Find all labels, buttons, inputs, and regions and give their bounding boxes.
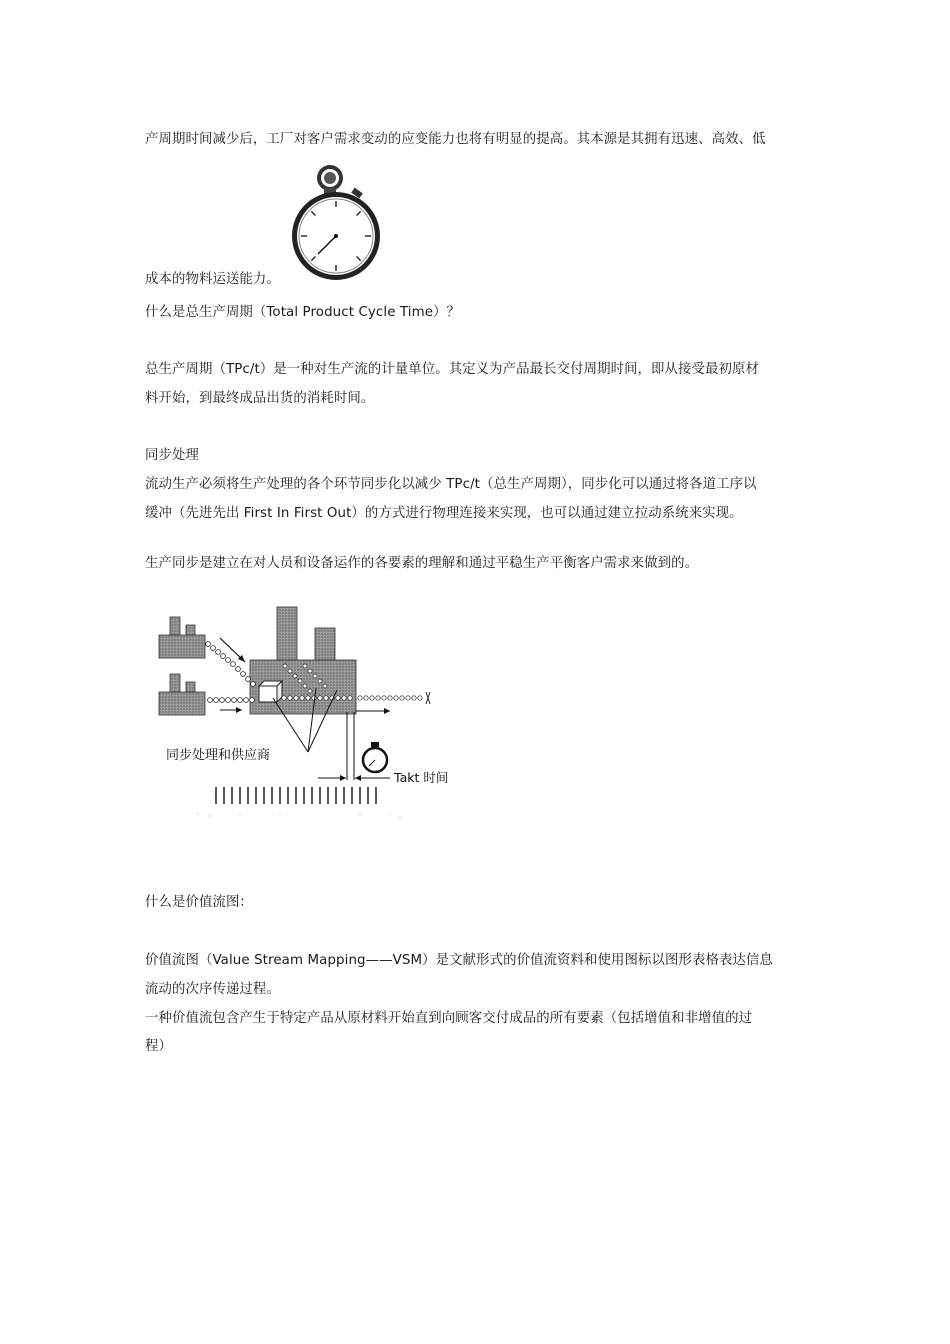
question-heading: 什么是总生产周期（Total Product Cycle Time）？ — [145, 305, 461, 320]
paragraph-line: 料开始，到最终成品出货的消耗时间。 — [145, 391, 375, 406]
paragraph-line: 价值流图（Value Stream Mapping——VSM）是文献形式的价值流资料和使用图标以图形表格表达信息 — [145, 953, 773, 968]
paragraph-line: 总生产周期（TPc/t）是一种对生产流的计量单位。其定义为产品最长交付周期时间，即从接受最初原材 — [145, 362, 759, 377]
stopwatch-icon — [286, 162, 386, 284]
paragraph-line: 产周期时间减少后，工厂对客户需求变动的应变能力也将有明显的提高。其本源是其拥有迅速、高效、低 — [145, 132, 766, 147]
question-heading: 什么是价值流图： — [145, 895, 253, 910]
figure-label-takt: Takt 时间 — [394, 770, 449, 785]
section-heading: 同步处理 — [145, 448, 199, 463]
figure-label-sync: 同步处理和供应商 — [166, 748, 271, 763]
paragraph-line: 流动生产必须将生产处理的各个环节同步化以减少 TPc/t（总生产周期），同步化可以通过将各道工序以 — [145, 477, 757, 492]
sync-diagram — [150, 600, 470, 825]
paragraph-line: 成本的物料运送能力。 — [145, 272, 280, 287]
paragraph-line: 生产同步是建立在对人员和设备运作的各要素的理解和通过平稳生产平衡客户需求来做到的。 — [145, 556, 699, 571]
paragraph-line: 程） — [145, 1039, 172, 1054]
paragraph-line: 一种价值流包含产生于特定产品从原材料开始直到向顾客交付成品的所有要素（包括增值和非增值的过 — [145, 1011, 753, 1026]
factory-diagram — [150, 600, 470, 825]
paragraph-line: 流动的次序传递过程。 — [145, 982, 280, 997]
paragraph-line: 缓冲（先进先出 First In First Out）的方式进行物理连接来实现，也可以通过建立拉动系统来实现。 — [145, 506, 743, 521]
